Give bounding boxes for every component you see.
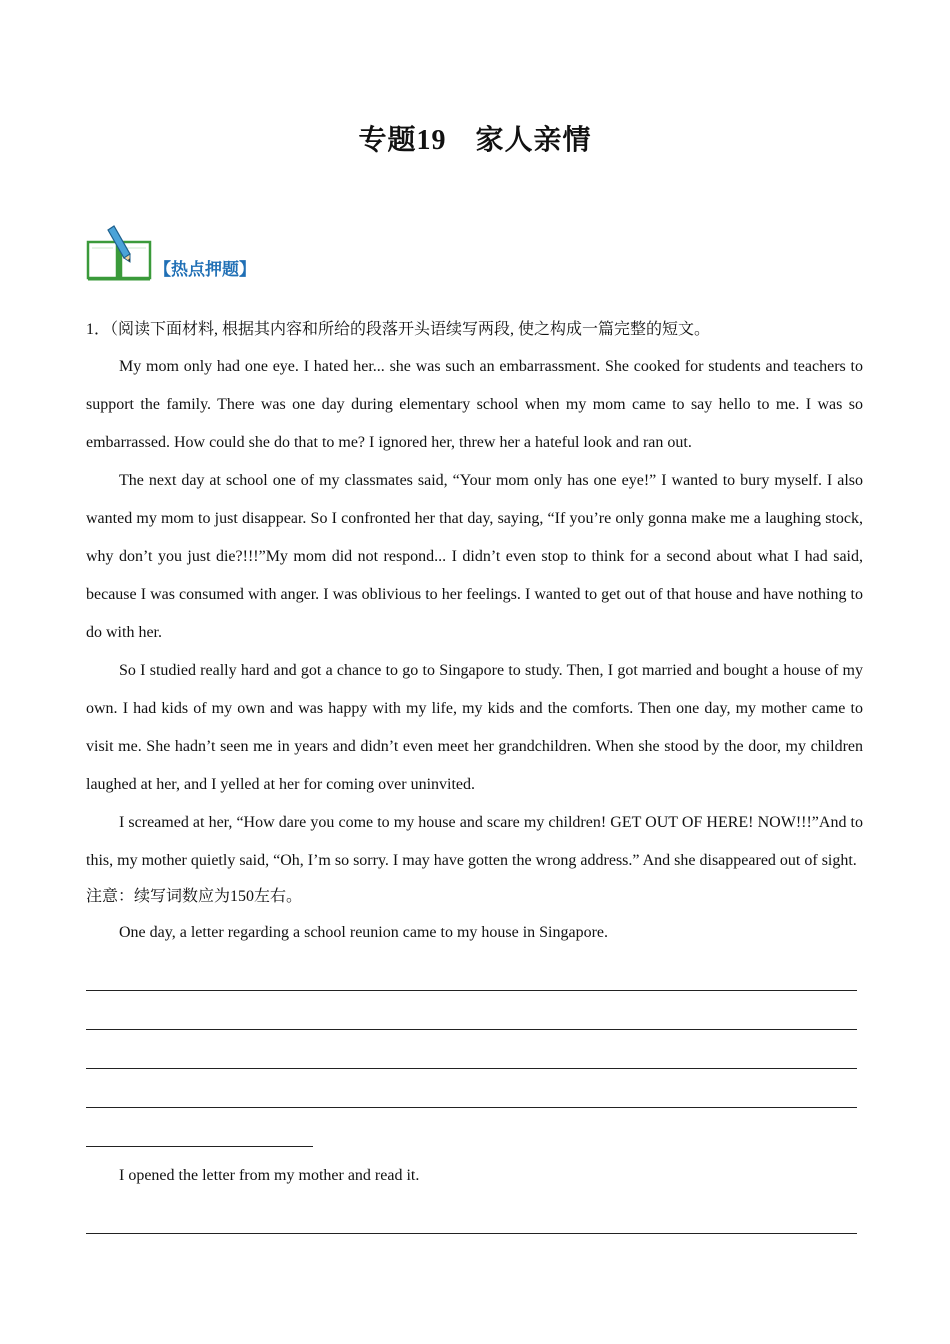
passage-paragraph-2: The next day at school one of my classmates said, “Your mom only has one eye!” I wanted to bury myself. I also wanted my mom to just disappear. So I confronted her that day, saying, “If you’re only gonna make me a laughing stock, why don’t you just die?!!!”My mom did not respond... I didn’t even stop to think for a second about what I had said, because I was consumed with anger. I was oblivious to her feelings. I wanted to get out of that house and have nothing to do with her. [86,472,863,641]
question-number: 1． [86,321,111,338]
section-label: 【热点押题】 [154,260,256,280]
answer-line-short[interactable] [86,1108,313,1147]
passage-paragraph-3: So I studied really hard and got a chance to go to Singapore to study. Then, I got married and bought a house of my own. I had kids of my own and was happy with my life, my kids and the comforts. Then one day, my mother came to visit me. She hadn’t seen me in years and didn’t even meet her grandchildren. When she stood by the door, my children laughed at her, and I yelled at her for coming over uninvited. [86,662,863,793]
book-pencil-icon [86,224,152,282]
answer-line[interactable] [86,952,857,991]
answer-line[interactable] [86,1195,857,1234]
answer-line[interactable] [86,1069,857,1108]
question-instruction [86,316,863,344]
question-content [86,316,863,1234]
continuation-prompt-1: One day, a letter regarding a school reunion came to my house in Singapore. [119,924,609,941]
word-count-note: 注意：续写词数应为150左右。 [86,888,303,905]
answer-line[interactable] [86,1030,857,1069]
page-title: 专题19 家人亲情 [358,125,592,156]
instruction-text: （阅读下面材料, 根据其内容和所给的段落开头语续写两段, 使之构成一篇完整的短文。 [110,321,711,338]
passage-paragraph-1: My mom only had one eye. I hated her... she was such an embarrassment. She cooked for students and teachers to support the family. There was one day during elementary school when my mom came to say hello to me. I was so embarrassed. How could she do that to me? I ignored her, threw her a hateful look and ran out. [86,358,863,451]
continuation-prompt-2: I opened the letter from my mother and read it. [119,1167,420,1184]
section-header [86,222,256,282]
passage-paragraph-4: I screamed at her, “How dare you come to my house and scare my children! GET OUT OF HERE! NOW!!!”And to this, my mother quietly said, “Oh, I’m so sorry. I may have gotten the wrong address.” And she disappeared out of sight. [86,814,863,869]
answer-line[interactable] [86,991,857,1030]
